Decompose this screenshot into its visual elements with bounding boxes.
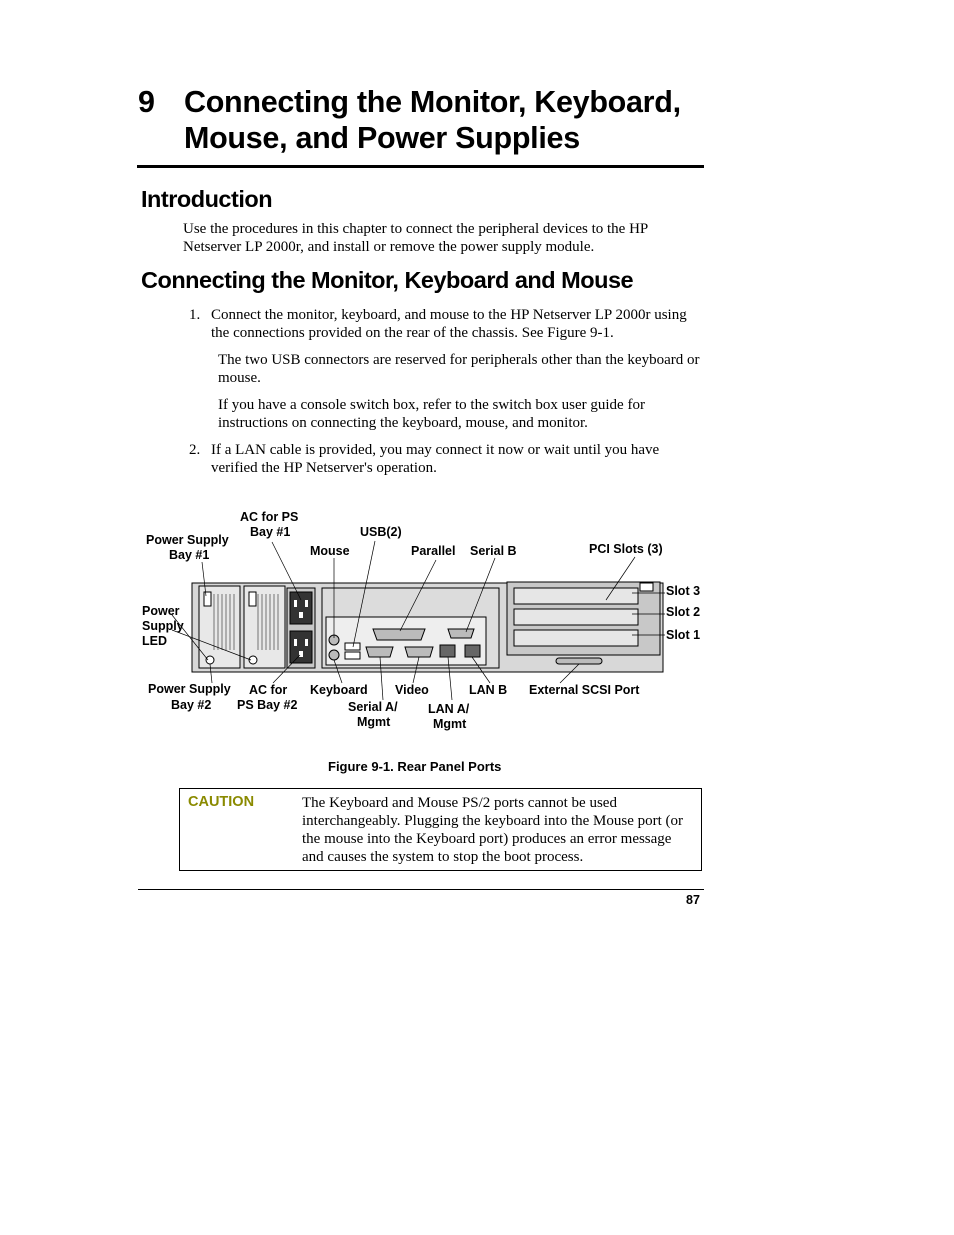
ac-inlet-2	[290, 631, 312, 663]
label-ac-ps-bay-1-line2: Bay #1	[250, 525, 291, 539]
step-number: 1.	[189, 307, 201, 323]
switch-box-note: If you have a console switch box, refer to the switch box user guide for instructions on connecting the keyboard, mouse, and monitor.	[218, 397, 645, 431]
pci-latch	[640, 583, 653, 591]
caution-text: The Keyboard and Mouse PS/2 ports cannot be used interchangeably. Plugging the keyboard into the Mouse port (or the mouse into the Keyboard port) produces an error message and causes the system to stop the boot process.	[302, 795, 684, 865]
label-ps-bay-2-line1: Power Supply	[148, 682, 231, 696]
serial-a-port	[366, 647, 393, 657]
usb-note: The two USB connectors are reserved for peripherals other than the keyboard or mouse.	[218, 352, 700, 386]
ac-inlet-housing	[287, 588, 315, 668]
label-ps-bay-1-line1: Power Supply	[146, 533, 229, 547]
chassis-drawing	[192, 582, 663, 672]
label-parallel: Parallel	[411, 544, 456, 558]
label-ac-ps-bay-2-line1: AC for	[249, 683, 288, 697]
power-supply-bay-1	[199, 586, 240, 668]
label-video: Video	[395, 683, 429, 697]
label-external-scsi: External SCSI Port	[529, 683, 640, 697]
chapter-number: 9	[138, 85, 155, 119]
introduction-text: Use the procedures in this chapter to connect the peripheral devices to the HP Netserver LP 2000r, and install or remove the power supply module.	[183, 221, 648, 255]
step-text: Connect the monitor, keyboard, and mouse to the HP Netserver LP 2000r using the connections provided on the rear of the chassis. See Figure 9-1.	[211, 307, 687, 341]
caution-box	[179, 788, 702, 871]
pci-slot-2	[514, 609, 638, 625]
step-number: 2.	[189, 442, 201, 458]
label-lan-b: LAN B	[469, 683, 508, 697]
label-slot-1: Slot 1	[666, 628, 701, 642]
label-slot-3: Slot 3	[666, 584, 701, 598]
chapter-title-line-1: Connecting the Monitor, Keyboard,	[184, 85, 681, 119]
external-scsi-connector	[556, 658, 602, 664]
label-pci-slots: PCI Slots (3)	[589, 542, 663, 556]
usb-port-1	[345, 643, 360, 650]
label-ac-ps-bay-1-line1: AC for PS	[240, 510, 299, 524]
step-text: If a LAN cable is provided, you may connect it now or wait until you have verified the HP Netserver's operation.	[211, 442, 660, 476]
pci-cage	[507, 582, 660, 655]
io-panel-outer	[322, 588, 499, 668]
connecting-heading: Connecting the Monitor, Keyboard and Mouse	[141, 267, 634, 293]
label-ps-led-line3: LED	[142, 634, 167, 648]
video-port	[405, 647, 433, 657]
caution-label: CAUTION	[188, 794, 255, 810]
footer-rule	[138, 889, 704, 890]
serial-b-port	[448, 629, 474, 638]
io-panel	[326, 617, 486, 665]
label-ps-led-line2: Supply	[142, 619, 184, 633]
label-serial-b: Serial B	[470, 544, 517, 558]
parallel-port	[373, 629, 425, 640]
lan-b-port	[465, 645, 480, 657]
psu-1-led	[206, 656, 214, 664]
label-keyboard: Keyboard	[310, 683, 368, 697]
label-serial-a-line1: Serial A/	[348, 700, 398, 714]
lan-a-port	[440, 645, 455, 657]
leader-lines	[172, 541, 665, 700]
label-ps-led-line1: Power	[142, 604, 180, 618]
label-slot-2: Slot 2	[666, 605, 701, 619]
figure-caption: Figure 9-1. Rear Panel Ports	[328, 759, 502, 774]
psu-2-handle	[249, 592, 256, 606]
label-lan-a-line2: Mgmt	[433, 717, 467, 731]
page-number: 87	[686, 893, 700, 907]
ps2-mouse-port	[329, 635, 339, 645]
power-supply-bay-2	[244, 586, 285, 668]
chapter-title-line-2: Mouse, and Power Supplies	[184, 121, 580, 155]
introduction-heading: Introduction	[141, 186, 273, 212]
label-ps-bay-2-line2: Bay #2	[171, 698, 212, 712]
chassis-rear-panel	[192, 583, 663, 672]
diagram-labels	[142, 510, 700, 731]
pci-slot-1	[514, 630, 638, 646]
label-mouse: Mouse	[310, 544, 350, 558]
usb-port-2	[345, 652, 360, 659]
pci-slot-3	[514, 588, 638, 604]
label-serial-a-line2: Mgmt	[357, 715, 391, 729]
title-rule	[137, 165, 704, 168]
ac-inlet-1	[290, 592, 312, 624]
ps2-keyboard-port	[329, 650, 339, 660]
label-ps-bay-1-line2: Bay #1	[169, 548, 210, 562]
label-ac-ps-bay-2-line2: PS Bay #2	[237, 698, 298, 712]
label-lan-a-line1: LAN A/	[428, 702, 470, 716]
label-usb: USB(2)	[360, 525, 402, 539]
psu-2-led	[249, 656, 257, 664]
psu-1-handle	[204, 592, 211, 606]
